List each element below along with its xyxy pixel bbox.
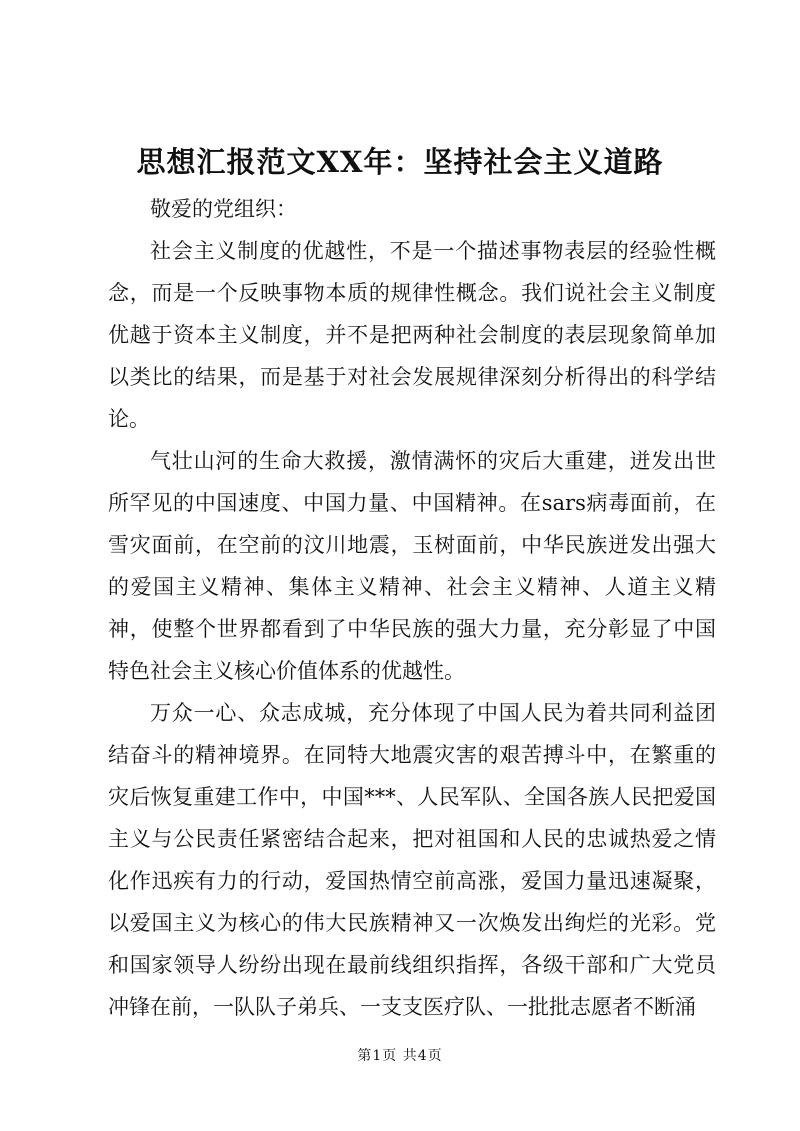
document-title: 思想汇报范文XX年：坚持社会主义道路 [136,145,664,179]
paragraph-2: 气壮山河的生命大救援，激情满怀的灾后大重建，迸发出世所罕见的中国速度、中国力量、中国精神。在sars病毒面前，在雪灾面前，在空前的汶川地震，玉树面前，中华民族迸发出强大的爱国主义精神、集体主义精神、社会主义精神、人道主义精神，使整个世界都看到了中华民族的强大力量，充分彰显了中国特色社会主义核心价值体系的优越性。 [108,449,716,683]
document-body [108,188,716,1028]
paragraph-3: 万众一心、众志成城，充分体现了中国人民为着共同利益团结奋斗的精神境界。在同特大地震灾害的艰苦搏斗中，在繁重的灾后恢复重建工作中，中国***、人民军队、全国各族人民把爱国主义与公民责任紧密结合起来，把对祖国和人民的忠诚热爱之情化作迅疾有力的行动，爱国热情空前高涨，爱国力量迅速凝聚，以爱国主义为核心的伟大民族精神又一次焕发出绚烂的光彩。党和国家领导人纷纷出现在最前线组织指挥，各级干部和广大党员冲锋在前，一队队子弟兵、一支支医疗队、一批批志愿者不断涌 [108,701,716,1019]
page-number-footer: 第1页 共4页 [357,1048,443,1064]
paragraph-1: 社会主义制度的优越性，不是一个描述事物表层的经验性概念，而是一个反映事物本质的规律性概念。我们说社会主义制度优越于资本主义制度，并不是把两种社会制度的表层现象简单加以类比的结果，而是基于对社会发展规律深刻分析得出的科学结论。 [108,239,716,431]
salutation: 敬爱的党组织： [150,197,297,221]
